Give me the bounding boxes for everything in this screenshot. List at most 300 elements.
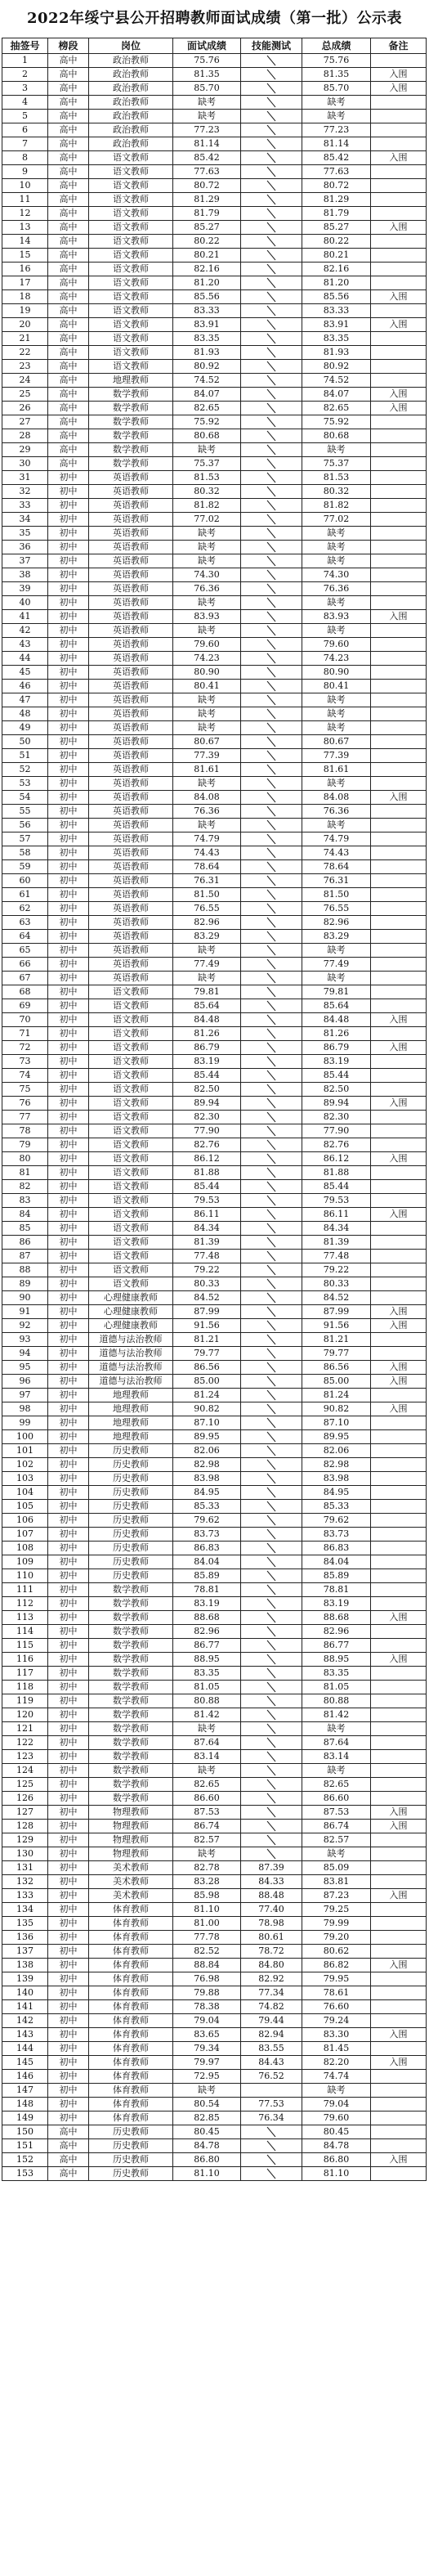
- cell-total-score: 80.68: [302, 429, 371, 443]
- cell-remarks: [371, 1972, 427, 1986]
- cell-total-score: 缺考: [302, 1764, 371, 1778]
- table-row: [2, 96, 427, 110]
- cell-position: 语文教师: [89, 235, 173, 249]
- not-applicable-slash: [241, 1528, 302, 1542]
- cell-level: 初中: [48, 944, 89, 958]
- cell-position: 语文教师: [89, 1194, 173, 1208]
- cell-draw-number: 111: [2, 1583, 48, 1597]
- cell-interview-score: 85.00: [173, 1375, 241, 1389]
- table-row: [2, 1986, 427, 2000]
- cell-interview-score: 76.36: [173, 582, 241, 596]
- cell-position: 数学教师: [89, 1736, 173, 1750]
- cell-draw-number: 56: [2, 819, 48, 832]
- cell-position: 数学教师: [89, 1750, 173, 1764]
- not-applicable-slash: [241, 1833, 302, 1847]
- cell-remarks: [371, 1194, 427, 1208]
- cell-position: 英语教师: [89, 916, 173, 930]
- cell-interview-score: 缺考: [173, 554, 241, 568]
- cell-level: 高中: [48, 290, 89, 304]
- cell-total-score: 79.99: [302, 1917, 371, 1931]
- cell-position: 英语教师: [89, 805, 173, 819]
- cell-remarks: 入围: [371, 82, 427, 96]
- cell-total-score: 缺考: [302, 596, 371, 610]
- not-applicable-slash: [241, 1277, 302, 1291]
- cell-interview-score: 86.12: [173, 1152, 241, 1166]
- cell-interview-score: 80.68: [173, 429, 241, 443]
- table-row: [2, 318, 427, 332]
- cell-draw-number: 29: [2, 443, 48, 457]
- not-applicable-slash: [241, 1430, 302, 1444]
- cell-interview-score: 75.37: [173, 457, 241, 471]
- table-row: [2, 2028, 427, 2042]
- cell-interview-score: 74.79: [173, 832, 241, 846]
- table-row: [2, 735, 427, 749]
- not-applicable-slash: [241, 1500, 302, 1514]
- cell-draw-number: 99: [2, 1416, 48, 1430]
- cell-interview-score: 缺考: [173, 96, 241, 110]
- cell-position: 语文教师: [89, 207, 173, 221]
- cell-draw-number: 10: [2, 179, 48, 193]
- cell-total-score: 80.90: [302, 666, 371, 680]
- cell-position: 语文教师: [89, 249, 173, 263]
- cell-level: 初中: [48, 749, 89, 763]
- cell-draw-number: 80: [2, 1152, 48, 1166]
- cell-level: 初中: [48, 638, 89, 652]
- not-applicable-slash: [241, 721, 302, 735]
- cell-level: 高中: [48, 82, 89, 96]
- cell-interview-score: 78.64: [173, 860, 241, 874]
- cell-total-score: 76.36: [302, 805, 371, 819]
- cell-position: 语文教师: [89, 332, 173, 346]
- cell-draw-number: 51: [2, 749, 48, 763]
- header-interview-score: 面试成绩: [173, 38, 241, 54]
- not-applicable-slash: [241, 777, 302, 791]
- cell-position: 政治教师: [89, 82, 173, 96]
- cell-interview-score: 80.67: [173, 735, 241, 749]
- cell-position: 英语教师: [89, 652, 173, 666]
- cell-remarks: [371, 304, 427, 318]
- cell-draw-number: 25: [2, 388, 48, 402]
- cell-total-score: 82.65: [302, 1778, 371, 1792]
- cell-position: 体育教师: [89, 2028, 173, 2042]
- cell-position: 语文教师: [89, 1041, 173, 1055]
- cell-remarks: [371, 707, 427, 721]
- cell-interview-score: 80.41: [173, 680, 241, 693]
- not-applicable-slash: [241, 1583, 302, 1597]
- cell-total-score: 85.00: [302, 1375, 371, 1389]
- not-applicable-slash: [241, 1444, 302, 1458]
- cell-remarks: [371, 930, 427, 944]
- table-row: [2, 2070, 427, 2084]
- cell-position: 政治教师: [89, 54, 173, 68]
- cell-position: 语文教师: [89, 1124, 173, 1138]
- cell-interview-score: 81.50: [173, 888, 241, 902]
- cell-total-score: 80.33: [302, 1277, 371, 1291]
- table-row: [2, 610, 427, 624]
- cell-interview-score: 缺考: [173, 1764, 241, 1778]
- cell-interview-score: 81.00: [173, 1917, 241, 1931]
- cell-total-score: 76.60: [302, 2000, 371, 2014]
- cell-total-score: 85.44: [302, 1180, 371, 1194]
- cell-level: 高中: [48, 415, 89, 429]
- table-row: [2, 1472, 427, 1486]
- cell-remarks: 入围: [371, 221, 427, 235]
- cell-remarks: [371, 1833, 427, 1847]
- table-row: [2, 1138, 427, 1152]
- cell-level: 高中: [48, 276, 89, 290]
- cell-draw-number: 123: [2, 1750, 48, 1764]
- cell-level: 初中: [48, 1277, 89, 1291]
- cell-total-score: 77.39: [302, 749, 371, 763]
- cell-draw-number: 105: [2, 1500, 48, 1514]
- cell-draw-number: 60: [2, 874, 48, 888]
- table-row: [2, 1972, 427, 1986]
- cell-draw-number: 113: [2, 1611, 48, 1625]
- not-applicable-slash: [241, 1458, 302, 1472]
- cell-level: 初中: [48, 1986, 89, 2000]
- cell-interview-score: 85.33: [173, 1500, 241, 1514]
- cell-level: 高中: [48, 457, 89, 471]
- not-applicable-slash: [241, 1236, 302, 1250]
- cell-level: 初中: [48, 1806, 89, 1820]
- cell-draw-number: 31: [2, 471, 48, 485]
- cell-position: 数学教师: [89, 1792, 173, 1806]
- cell-total-score: 75.92: [302, 415, 371, 429]
- cell-total-score: 80.62: [302, 1945, 371, 1959]
- table-row: [2, 721, 427, 735]
- table-row: [2, 68, 427, 82]
- not-applicable-slash: [241, 860, 302, 874]
- cell-position: 历史教师: [89, 2125, 173, 2139]
- table-row: [2, 402, 427, 415]
- cell-level: 初中: [48, 1542, 89, 1555]
- cell-interview-score: 缺考: [173, 110, 241, 123]
- cell-position: 语文教师: [89, 1083, 173, 1097]
- table-row: [2, 1208, 427, 1222]
- cell-level: 初中: [48, 2070, 89, 2084]
- not-applicable-slash: [241, 1263, 302, 1277]
- cell-total-score: 86.82: [302, 1959, 371, 1972]
- cell-position: 数学教师: [89, 388, 173, 402]
- cell-level: 初中: [48, 999, 89, 1013]
- cell-level: 初中: [48, 1069, 89, 1083]
- cell-skill-test: 84.33: [241, 1875, 302, 1889]
- cell-draw-number: 121: [2, 1722, 48, 1736]
- cell-draw-number: 75: [2, 1083, 48, 1097]
- cell-level: 初中: [48, 1097, 89, 1111]
- cell-remarks: [371, 1277, 427, 1291]
- cell-remarks: [371, 1111, 427, 1124]
- cell-position: 英语教师: [89, 666, 173, 680]
- cell-position: 数学教师: [89, 1778, 173, 1792]
- cell-remarks: [371, 429, 427, 443]
- cell-total-score: 缺考: [302, 777, 371, 791]
- cell-draw-number: 76: [2, 1097, 48, 1111]
- table-row: [2, 1542, 427, 1555]
- cell-draw-number: 39: [2, 582, 48, 596]
- cell-draw-number: 28: [2, 429, 48, 443]
- cell-level: 高中: [48, 2139, 89, 2153]
- cell-level: 高中: [48, 165, 89, 179]
- cell-interview-score: 84.78: [173, 2139, 241, 2153]
- cell-draw-number: 139: [2, 1972, 48, 1986]
- cell-draw-number: 23: [2, 360, 48, 374]
- cell-interview-score: 87.53: [173, 1806, 241, 1820]
- cell-total-score: 75.76: [302, 54, 371, 68]
- cell-total-score: 77.49: [302, 958, 371, 972]
- cell-remarks: [371, 179, 427, 193]
- cell-interview-score: 79.88: [173, 1986, 241, 2000]
- cell-position: 语文教师: [89, 1166, 173, 1180]
- cell-skill-test: 78.72: [241, 1945, 302, 1959]
- cell-interview-score: 85.44: [173, 1180, 241, 1194]
- cell-remarks: [371, 1236, 427, 1250]
- cell-total-score: 81.14: [302, 137, 371, 151]
- cell-draw-number: 37: [2, 554, 48, 568]
- cell-draw-number: 52: [2, 763, 48, 777]
- cell-total-score: 81.61: [302, 763, 371, 777]
- cell-remarks: 入围: [371, 1820, 427, 1833]
- cell-position: 历史教师: [89, 1500, 173, 1514]
- cell-total-score: 89.94: [302, 1097, 371, 1111]
- cell-remarks: 入围: [371, 68, 427, 82]
- not-applicable-slash: [241, 165, 302, 179]
- cell-remarks: [371, 263, 427, 276]
- cell-total-score: 83.93: [302, 610, 371, 624]
- cell-position: 历史教师: [89, 1444, 173, 1458]
- cell-level: 初中: [48, 1347, 89, 1361]
- cell-remarks: [371, 2000, 427, 2014]
- cell-position: 地理教师: [89, 1389, 173, 1402]
- cell-total-score: 80.41: [302, 680, 371, 693]
- cell-total-score: 83.19: [302, 1597, 371, 1611]
- cell-position: 地理教师: [89, 1430, 173, 1444]
- cell-level: 初中: [48, 1152, 89, 1166]
- cell-draw-number: 82: [2, 1180, 48, 1194]
- cell-level: 初中: [48, 1778, 89, 1792]
- cell-remarks: [371, 1722, 427, 1736]
- cell-level: 高中: [48, 360, 89, 374]
- cell-total-score: 83.35: [302, 332, 371, 346]
- cell-remarks: 入围: [371, 402, 427, 415]
- cell-interview-score: 74.30: [173, 568, 241, 582]
- table-row: [2, 568, 427, 582]
- cell-draw-number: 71: [2, 1027, 48, 1041]
- cell-total-score: 81.35: [302, 68, 371, 82]
- cell-total-score: 74.52: [302, 374, 371, 388]
- cell-remarks: [371, 2125, 427, 2139]
- cell-remarks: 入围: [371, 1013, 427, 1027]
- table-row: [2, 2056, 427, 2070]
- cell-total-score: 78.64: [302, 860, 371, 874]
- cell-interview-score: 81.10: [173, 2167, 241, 2181]
- cell-level: 初中: [48, 527, 89, 541]
- cell-interview-score: 86.11: [173, 1208, 241, 1222]
- cell-remarks: 入围: [371, 1208, 427, 1222]
- cell-draw-number: 78: [2, 1124, 48, 1138]
- not-applicable-slash: [241, 457, 302, 471]
- cell-level: 初中: [48, 610, 89, 624]
- cell-level: 初中: [48, 1041, 89, 1055]
- not-applicable-slash: [241, 513, 302, 527]
- cell-skill-test: 88.48: [241, 1889, 302, 1903]
- cell-total-score: 79.24: [302, 2014, 371, 2028]
- cell-position: 政治教师: [89, 68, 173, 82]
- table-row: [2, 1236, 427, 1250]
- table-row: [2, 1069, 427, 1083]
- cell-draw-number: 109: [2, 1555, 48, 1569]
- cell-remarks: 入围: [371, 1375, 427, 1389]
- cell-remarks: [371, 1847, 427, 1861]
- cell-draw-number: 110: [2, 1569, 48, 1583]
- cell-remarks: [371, 332, 427, 346]
- table-row: [2, 429, 427, 443]
- cell-skill-test: 87.39: [241, 1861, 302, 1875]
- not-applicable-slash: [241, 1305, 302, 1319]
- cell-remarks: [371, 1778, 427, 1792]
- cell-remarks: [371, 1931, 427, 1945]
- cell-level: 初中: [48, 1750, 89, 1764]
- table-row: [2, 916, 427, 930]
- cell-position: 英语教师: [89, 624, 173, 638]
- not-applicable-slash: [241, 1319, 302, 1333]
- cell-draw-number: 59: [2, 860, 48, 874]
- cell-interview-score: 78.81: [173, 1583, 241, 1597]
- cell-total-score: 缺考: [302, 443, 371, 457]
- cell-level: 初中: [48, 1722, 89, 1736]
- table-row: [2, 680, 427, 693]
- table-row: [2, 777, 427, 791]
- not-applicable-slash: [241, 304, 302, 318]
- not-applicable-slash: [241, 638, 302, 652]
- cell-draw-number: 151: [2, 2139, 48, 2153]
- cell-position: 数学教师: [89, 1625, 173, 1639]
- table-row: [2, 1667, 427, 1681]
- table-row: [2, 652, 427, 666]
- table-row: [2, 874, 427, 888]
- table-row: [2, 123, 427, 137]
- cell-interview-score: 80.90: [173, 666, 241, 680]
- cell-position: 体育教师: [89, 1931, 173, 1945]
- cell-position: 数学教师: [89, 1764, 173, 1778]
- cell-remarks: [371, 1069, 427, 1083]
- cell-remarks: 入围: [371, 1319, 427, 1333]
- cell-position: 体育教师: [89, 2070, 173, 2084]
- cell-total-score: 82.98: [302, 1458, 371, 1472]
- cell-remarks: [371, 527, 427, 541]
- table-row: [2, 888, 427, 902]
- cell-position: 物理教师: [89, 1833, 173, 1847]
- table-row: [2, 290, 427, 304]
- cell-skill-test: 83.55: [241, 2042, 302, 2056]
- cell-level: 初中: [48, 1931, 89, 1945]
- cell-position: 地理教师: [89, 1402, 173, 1416]
- not-applicable-slash: [241, 207, 302, 221]
- not-applicable-slash: [241, 1055, 302, 1069]
- cell-level: 初中: [48, 1208, 89, 1222]
- cell-total-score: 74.30: [302, 568, 371, 582]
- cell-level: 初中: [48, 596, 89, 610]
- cell-total-score: 86.12: [302, 1152, 371, 1166]
- not-applicable-slash: [241, 1333, 302, 1347]
- cell-interview-score: 85.89: [173, 1569, 241, 1583]
- cell-position: 语文教师: [89, 1152, 173, 1166]
- not-applicable-slash: [241, 415, 302, 429]
- table-row: [2, 1611, 427, 1625]
- cell-remarks: [371, 1263, 427, 1277]
- cell-position: 数学教师: [89, 1639, 173, 1653]
- not-applicable-slash: [241, 429, 302, 443]
- cell-draw-number: 70: [2, 1013, 48, 1027]
- cell-level: 初中: [48, 846, 89, 860]
- cell-position: 数学教师: [89, 429, 173, 443]
- not-applicable-slash: [241, 1124, 302, 1138]
- cell-total-score: 79.04: [302, 2098, 371, 2112]
- cell-interview-score: 85.70: [173, 82, 241, 96]
- cell-position: 政治教师: [89, 123, 173, 137]
- cell-interview-score: 缺考: [173, 1722, 241, 1736]
- not-applicable-slash: [241, 1194, 302, 1208]
- table-header-row: [2, 38, 427, 54]
- cell-draw-number: 102: [2, 1458, 48, 1472]
- table-row: [2, 151, 427, 165]
- cell-level: 初中: [48, 791, 89, 805]
- cell-draw-number: 69: [2, 999, 48, 1013]
- table-row: [2, 1222, 427, 1236]
- table-row: [2, 2167, 427, 2181]
- cell-total-score: 74.43: [302, 846, 371, 860]
- header-position: 岗位: [89, 38, 173, 54]
- cell-level: 初中: [48, 763, 89, 777]
- cell-position: 历史教师: [89, 1486, 173, 1500]
- cell-remarks: [371, 137, 427, 151]
- cell-position: 英语教师: [89, 513, 173, 527]
- cell-level: 高中: [48, 346, 89, 360]
- cell-position: 英语教师: [89, 527, 173, 541]
- cell-level: 初中: [48, 2098, 89, 2112]
- cell-draw-number: 135: [2, 1917, 48, 1931]
- not-applicable-slash: [241, 680, 302, 693]
- cell-draw-number: 49: [2, 721, 48, 735]
- cell-remarks: 入围: [371, 290, 427, 304]
- cell-draw-number: 117: [2, 1667, 48, 1681]
- cell-level: 初中: [48, 721, 89, 735]
- cell-total-score: 83.35: [302, 1667, 371, 1681]
- table-row: [2, 2153, 427, 2167]
- table-row: [2, 2014, 427, 2028]
- cell-level: 初中: [48, 1889, 89, 1903]
- cell-remarks: [371, 999, 427, 1013]
- not-applicable-slash: [241, 1542, 302, 1555]
- cell-interview-score: 79.97: [173, 2056, 241, 2070]
- cell-level: 初中: [48, 1569, 89, 1583]
- cell-level: 初中: [48, 930, 89, 944]
- cell-remarks: [371, 165, 427, 179]
- cell-position: 语文教师: [89, 1222, 173, 1236]
- cell-level: 初中: [48, 1402, 89, 1416]
- cell-level: 初中: [48, 1597, 89, 1611]
- cell-draw-number: 107: [2, 1528, 48, 1542]
- cell-draw-number: 129: [2, 1833, 48, 1847]
- cell-interview-score: 77.48: [173, 1250, 241, 1263]
- cell-position: 英语教师: [89, 485, 173, 499]
- cell-draw-number: 124: [2, 1764, 48, 1778]
- cell-level: 高中: [48, 179, 89, 193]
- cell-interview-score: 缺考: [173, 1847, 241, 1861]
- cell-remarks: [371, 568, 427, 582]
- cell-remarks: [371, 1222, 427, 1236]
- not-applicable-slash: [241, 318, 302, 332]
